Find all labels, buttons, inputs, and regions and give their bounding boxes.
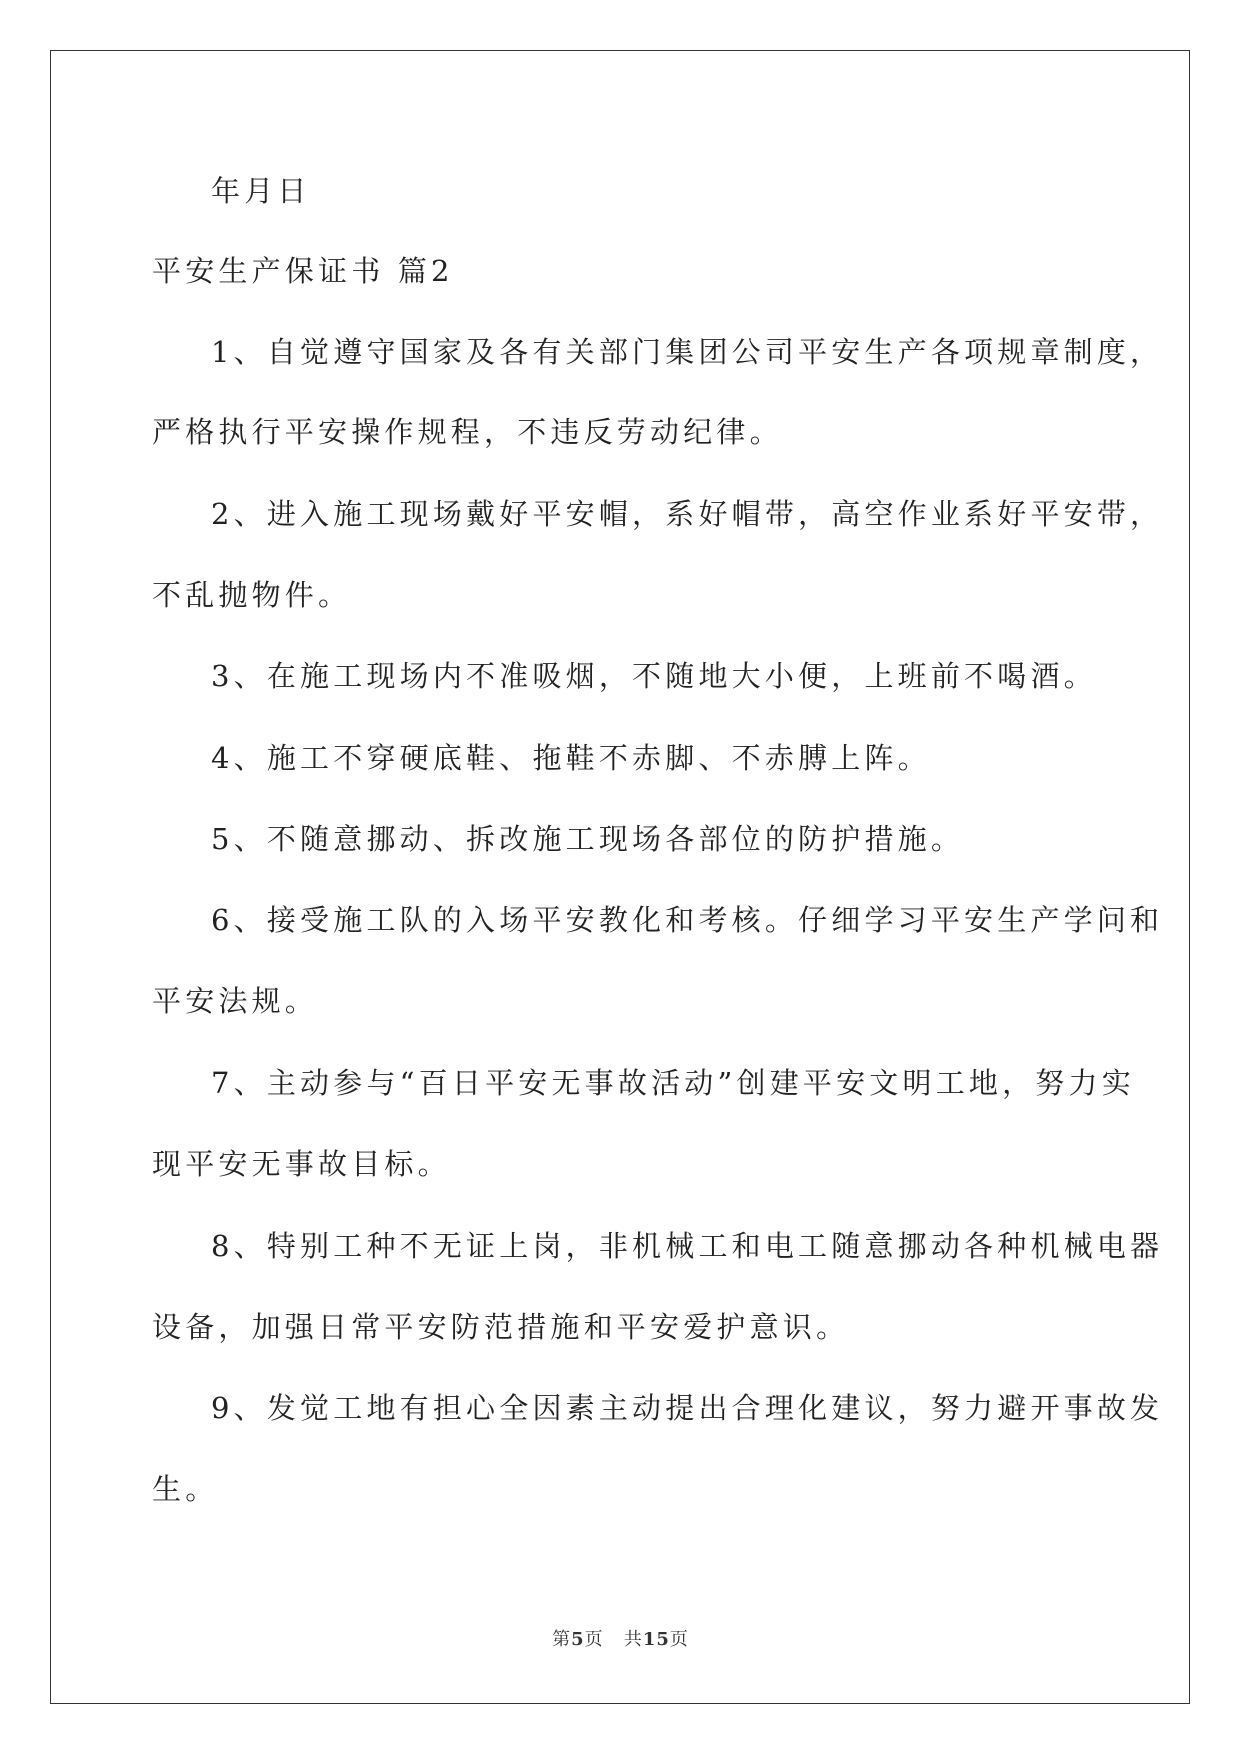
section-heading: 平安生产保证书 篇2: [152, 254, 454, 288]
paragraph-8-line-1: 8、特别工种不无证上岗，非机械工和电工随意挪动各种机械电器: [211, 1229, 1164, 1263]
total-suffix: 页: [669, 1629, 689, 1650]
paragraph-5-line-1: 5、不随意挪动、拆改施工现场各部位的防护措施。: [211, 822, 965, 856]
page-footer: [0, 1625, 1241, 1651]
paragraph-9-line-2: 生。: [152, 1472, 219, 1506]
page-border: [50, 50, 1190, 1704]
paragraph-7-line-1: 7、主动参与“百日平安无事故活动”创建平安文明工地，努力实: [211, 1066, 1135, 1100]
paragraph-8-line-2: 设备，加强日常平安防范措施和平安爱护意识。: [152, 1310, 850, 1344]
paragraph-1-line-1: 1、自觉遵守国家及各有关部门集团公司平安生产各项规章制度，: [211, 335, 1164, 369]
paragraph-6-line-2: 平安法规。: [152, 984, 319, 1018]
paragraph-1-line-2: 严格执行平安操作规程，不违反劳动纪律。: [152, 415, 783, 449]
paragraph-2-line-1: 2、进入施工现场戴好平安帽，系好帽带，高空作业系好平安带，: [211, 497, 1164, 531]
total-pages-number: 15: [642, 1629, 670, 1650]
page-prefix: 第: [552, 1629, 572, 1650]
current-page-number: 5: [571, 1629, 585, 1650]
paragraph-9-line-1: 9、发觉工地有担心全因素主动提出合理化建议，努力避开事故发: [211, 1391, 1164, 1425]
paragraph-3-line-1: 3、在施工现场内不准吸烟，不随地大小便，上班前不喝酒。: [211, 659, 1097, 693]
total-prefix: 共: [623, 1629, 643, 1650]
date-line: 年月日: [211, 174, 311, 208]
paragraph-7-line-2: 现平安无事故目标。: [152, 1147, 451, 1181]
paragraph-6-line-1: 6、接受施工队的入场平安教化和考核。仔细学习平安生产学问和: [211, 903, 1164, 937]
page-suffix: 页: [584, 1629, 604, 1650]
paragraph-4-line-1: 4、施工不穿硬底鞋、拖鞋不赤脚、不赤膊上阵。: [211, 741, 931, 775]
paragraph-2-line-2: 不乱抛物件。: [152, 578, 352, 612]
